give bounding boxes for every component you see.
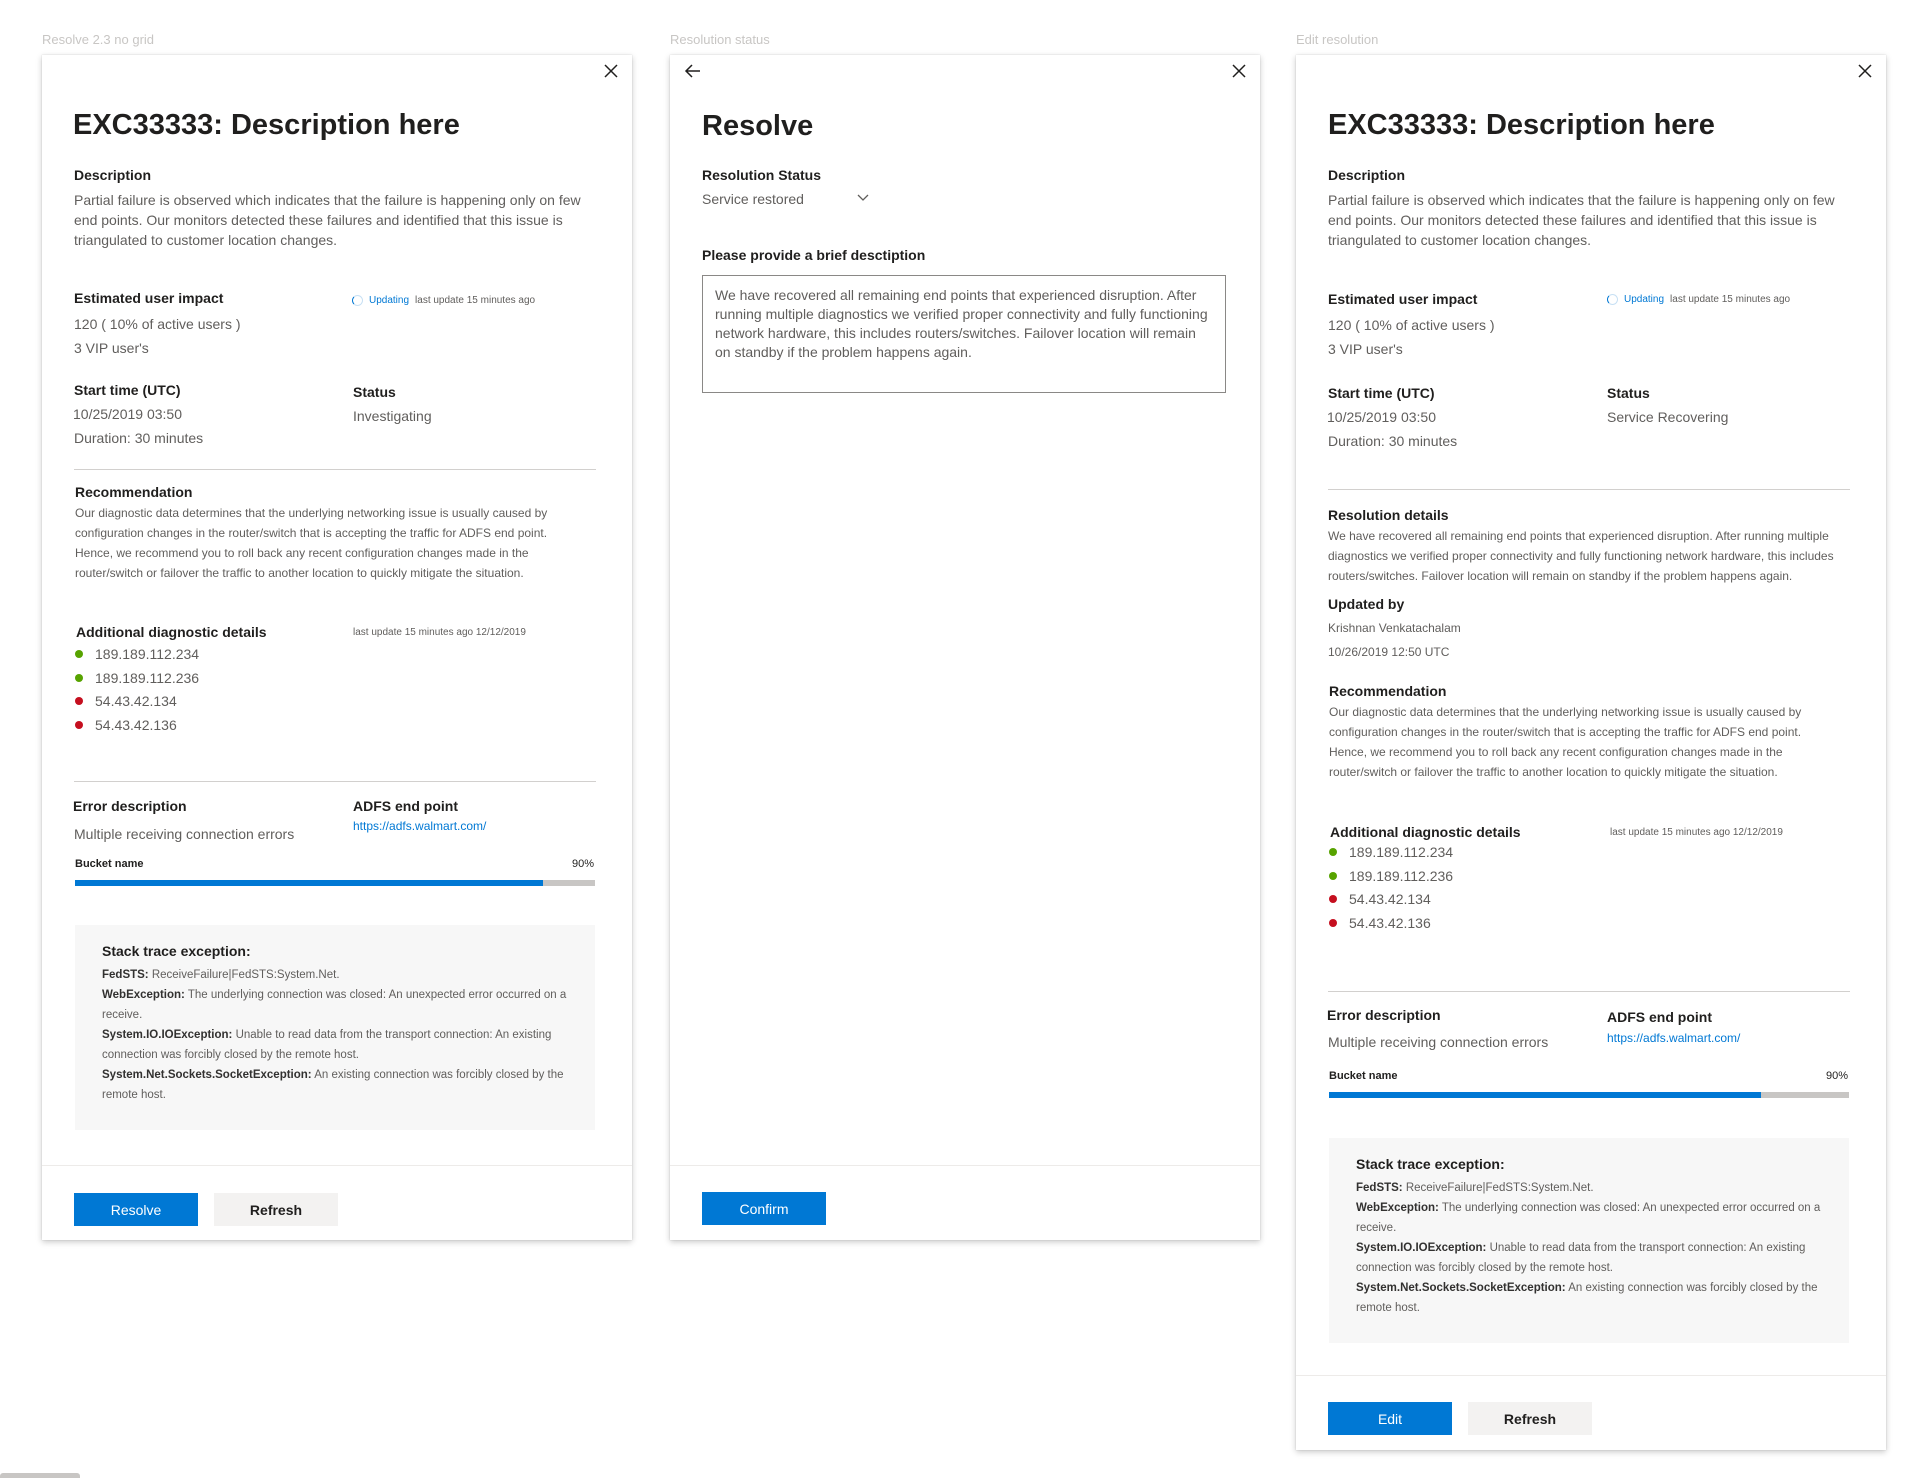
status-dot-icon <box>1329 848 1337 856</box>
recommendation-label: Recommendation <box>75 484 193 500</box>
stack-trace-line: System.IO.IOException: Unable to read data from the transport connection: An existing connection was forcibly closed by the remote host. <box>1356 1242 1806 1274</box>
recommendation-label: Recommendation <box>1329 683 1447 699</box>
error-description-label: Error description <box>73 798 187 814</box>
impact-label: Estimated user impact <box>1328 291 1478 307</box>
updating-label: Updating <box>369 295 410 306</box>
updated-by-time: 10/26/2019 12:50 UTC <box>1328 645 1450 659</box>
ip-list-item <box>1329 844 1453 860</box>
start-time-label: Start time (UTC) <box>1328 385 1435 401</box>
page-title: EXC33333: Description here <box>1328 109 1715 141</box>
duration-value: Duration: 30 minutes <box>74 430 204 446</box>
stack-trace-line: WebException: The underlying connection was closed: An unexpected error occurred on a receive. <box>1356 1202 1821 1234</box>
divider <box>74 469 596 470</box>
status-dot-icon <box>75 697 83 705</box>
diagnostics-meta: last update 15 minutes ago 12/12/2019 <box>353 627 526 638</box>
impact-vip: 3 VIP user's <box>1328 341 1403 357</box>
resolution-status-value: Service restored <box>702 190 804 207</box>
ip-address: 54.43.42.136 <box>1349 915 1431 931</box>
start-time-value: 10/25/2019 03:50 <box>1327 409 1436 425</box>
stack-trace-line: FedSTS: ReceiveFailure|FedSTS:System.Net. <box>1356 1182 1594 1194</box>
impact-vip: 3 VIP user's <box>74 340 149 356</box>
brief-description-textarea[interactable]: We have recovered all remaining end points that experienced disruption. After running multiple diagnostics we verified proper connectivity and fully functioning network hardware, this includes routers/switches. Failover location will remain on standby if the problem happens again. <box>702 275 1226 393</box>
impact-users: 120 ( 10% of active users ) <box>74 316 241 332</box>
frame-label-status: Resolution status <box>670 32 770 47</box>
recommendation-text: Our diagnostic data determines that the underlying networking issue is usually caused by configuration changes in the router/switch that is accepting the traffic for ADFS end point. Hence, we recommend you to roll back any recent configuration changes made in the router/switch or failover the traffic to another location to quickly mitigate the situation. <box>1329 705 1802 779</box>
description-label: Description <box>1328 167 1406 183</box>
endpoint-label: ADFS end point <box>353 798 458 814</box>
ip-address: 54.43.42.134 <box>1349 891 1431 907</box>
description-label: Description <box>74 167 152 183</box>
diagnostics-meta: last update 15 minutes ago 12/12/2019 <box>1610 827 1783 838</box>
page-title: EXC33333: Description here <box>73 109 460 141</box>
endpoint-label: ADFS end point <box>1607 1009 1712 1025</box>
back-arrow-icon[interactable] <box>682 60 704 82</box>
description-text: Partial failure is observed which indicates that the failure is happening only on few end points. Our monitors detected these failures and identified that this issue is triangulated to customer location changes. <box>74 192 581 248</box>
bucket-progress-fill <box>75 880 543 886</box>
close-icon[interactable] <box>600 60 622 82</box>
resolution-status-dropdown[interactable] <box>702 190 870 207</box>
ip-list-item <box>1329 868 1453 884</box>
chevron-down-icon <box>856 190 870 207</box>
bucket-label: Bucket name <box>75 858 144 870</box>
updating-indicator <box>352 295 535 306</box>
stack-trace-title: Stack trace exception: <box>102 943 251 959</box>
updating-indicator <box>1607 294 1790 305</box>
updated-by-label: Updated by <box>1328 596 1405 612</box>
ip-list-item <box>75 670 199 686</box>
updated-by-name: Krishnan Venkatachalam <box>1328 621 1461 635</box>
ip-address: 54.43.42.134 <box>95 693 177 709</box>
stack-trace-line: System.Net.Sockets.SocketException: An existing connection was forcibly closed by the remote host. <box>1356 1282 1818 1314</box>
resolution-details-label: Resolution details <box>1328 507 1449 523</box>
status-dot-icon <box>1329 872 1337 880</box>
updating-meta: last update 15 minutes ago <box>1670 294 1791 305</box>
bucket-progress-fill <box>1329 1092 1761 1098</box>
spinner-icon <box>1607 294 1618 305</box>
status-value: Investigating <box>353 408 432 424</box>
footer-divider <box>670 1165 1260 1166</box>
start-time-value: 10/25/2019 03:50 <box>73 406 182 422</box>
stack-trace-box <box>1329 1138 1849 1343</box>
error-description-value: Multiple receiving connection errors <box>74 826 295 842</box>
ip-list-item <box>1329 915 1431 931</box>
status-label: Status <box>353 384 396 400</box>
ip-address: 54.43.42.136 <box>95 717 177 733</box>
impact-users: 120 ( 10% of active users ) <box>1328 317 1495 333</box>
description-text: Partial failure is observed which indicates that the failure is happening only on few end points. Our monitors detected these failures and identified that this issue is triangulated to customer location changes. <box>1328 192 1835 248</box>
diagnostics-label: Additional diagnostic details <box>76 624 267 640</box>
edit-button[interactable]: Edit <box>1328 1402 1452 1435</box>
stack-trace-body <box>102 965 572 1105</box>
status-label: Status <box>1607 385 1650 401</box>
bucket-progress-bar <box>1329 1092 1849 1098</box>
ip-address: 189.189.112.234 <box>95 646 200 662</box>
diagnostics-label: Additional diagnostic details <box>1330 824 1521 840</box>
duration-value: Duration: 30 minutes <box>1328 433 1458 449</box>
divider <box>1328 991 1850 992</box>
endpoint-link[interactable]: https://adfs.walmart.com/ <box>353 819 487 833</box>
updating-label: Updating <box>1624 294 1665 305</box>
status-dot-icon <box>1329 919 1337 927</box>
refresh-button[interactable]: Refresh <box>214 1193 338 1226</box>
confirm-button[interactable]: Confirm <box>702 1192 826 1225</box>
stack-trace-body <box>1356 1178 1826 1318</box>
start-time-label: Start time (UTC) <box>74 382 181 398</box>
frame-label-edit: Edit resolution <box>1296 32 1379 47</box>
close-icon[interactable] <box>1228 60 1250 82</box>
resolution-status-panel <box>670 55 1260 1240</box>
stack-trace-line: FedSTS: ReceiveFailure|FedSTS:System.Net. <box>102 969 340 981</box>
status-dot-icon <box>75 674 83 682</box>
bucket-percent: 90% <box>1825 1070 1848 1082</box>
divider <box>74 781 596 782</box>
refresh-button[interactable]: Refresh <box>1468 1402 1592 1435</box>
bucket-percent: 90% <box>571 858 594 870</box>
bucket-progress-bar <box>75 880 595 886</box>
incident-details-panel <box>42 55 632 1240</box>
stack-trace-title: Stack trace exception: <box>1356 1156 1505 1172</box>
brief-description-label: Please provide a brief desctiption <box>702 247 926 263</box>
stack-trace-line: WebException: The underlying connection was closed: An unexpected error occurred on a receive. <box>102 989 567 1021</box>
footer-divider <box>42 1165 632 1166</box>
frame-label-resolve: Resolve 2.3 no grid <box>42 32 155 47</box>
close-icon[interactable] <box>1854 60 1876 82</box>
divider <box>1328 489 1850 490</box>
ip-list-item <box>75 646 199 662</box>
ip-list-item <box>75 693 177 709</box>
bucket-label: Bucket name <box>1329 1070 1398 1082</box>
stack-trace-line: System.IO.IOException: Unable to read data from the transport connection: An existing connection was forcibly closed by the remote host. <box>102 1029 552 1061</box>
page-title: Resolve <box>702 110 814 142</box>
updating-meta: last update 15 minutes ago <box>415 295 536 306</box>
scroll-handle[interactable] <box>0 1473 80 1478</box>
status-dot-icon <box>1329 895 1337 903</box>
status-value: Service Recovering <box>1607 409 1729 425</box>
endpoint-link[interactable]: https://adfs.walmart.com/ <box>1607 1031 1741 1045</box>
resolution-details-text: We have recovered all remaining end points that experienced disruption. After running multiple diagnostics we verified proper connectivity and fully functioning network hardware, this includes routers/switches. Failover location will remain on standby if the problem happens again. <box>1328 529 1834 583</box>
ip-address: 189.189.112.236 <box>95 670 200 686</box>
status-dot-icon <box>75 721 83 729</box>
error-description-value: Multiple receiving connection errors <box>1328 1034 1549 1050</box>
resolve-button[interactable]: Resolve <box>74 1193 198 1226</box>
status-dot-icon <box>75 650 83 658</box>
recommendation-text: Our diagnostic data determines that the underlying networking issue is usually caused by configuration changes in the router/switch that is accepting the traffic for ADFS end point. Hence, we recommend you to roll back any recent configuration changes made in the router/switch or failover the traffic to another location to quickly mitigate the situation. <box>75 506 548 580</box>
spinner-icon <box>352 295 363 306</box>
stack-trace-box <box>75 925 595 1130</box>
ip-address: 189.189.112.234 <box>1349 844 1454 860</box>
impact-label: Estimated user impact <box>74 290 224 306</box>
error-description-label: Error description <box>1327 1007 1441 1023</box>
resolution-status-label: Resolution Status <box>702 167 822 183</box>
ip-address: 189.189.112.236 <box>1349 868 1454 884</box>
ip-list-item <box>75 717 177 733</box>
stack-trace-line: System.Net.Sockets.SocketException: An existing connection was forcibly closed by the remote host. <box>102 1069 564 1101</box>
footer-divider <box>1296 1375 1886 1376</box>
ip-list-item <box>1329 891 1431 907</box>
edit-resolution-panel <box>1296 55 1886 1450</box>
